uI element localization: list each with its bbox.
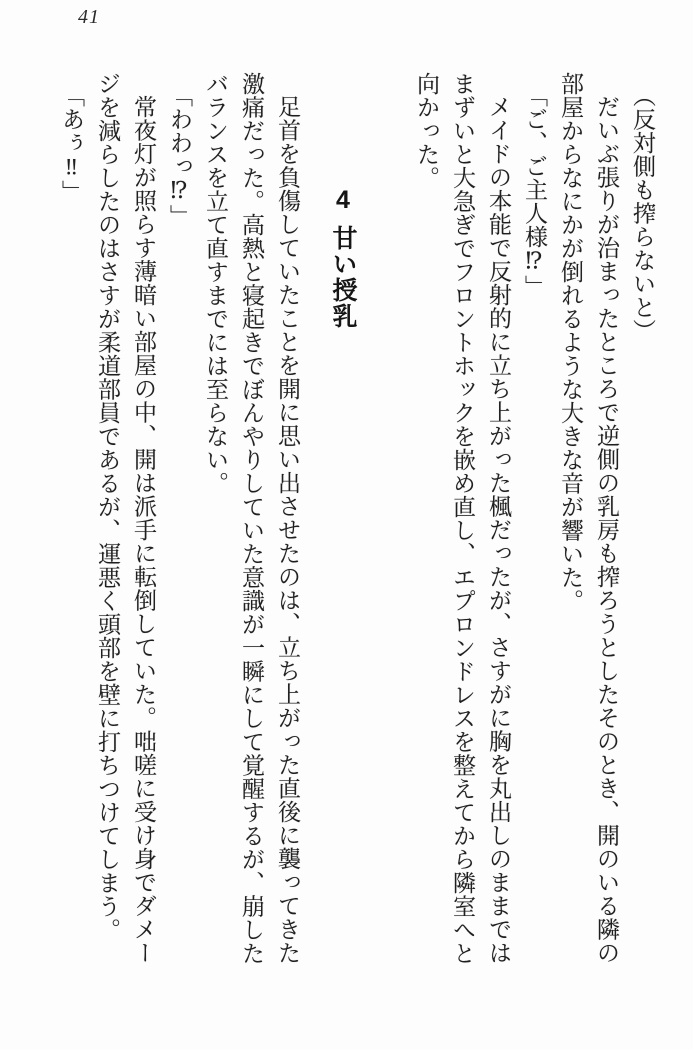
text-line: バランスを立て直すまでには至らない。 — [203, 72, 228, 495]
text-line: 「ご、ご主人様⁉」 — [522, 84, 547, 299]
chapter-title: 甘い授乳 — [329, 225, 357, 329]
text-line: ジを減らしたのはさすが柔道部員であるが、運悪く頭部を壁に打ちつけてしまう。 — [95, 72, 120, 942]
text-line: だいぶ張りが治まったところで逆側の乳房も搾ろうとしたそのとき、開のいる隣の — [594, 95, 619, 965]
text-line: 足首を負傷していたことを開に思い出させたのは、立ち上がった直後に襲ってきた — [275, 95, 300, 965]
text-line: 「あぅ‼」 — [59, 84, 84, 204]
text-line: まずいと大急ぎでフロントホックを嵌め直し、エプロンドレスを整えてから隣室へと — [450, 72, 475, 965]
paragraph-block-right — [408, 72, 660, 968]
text-line: （反対側も搾らないと） — [630, 84, 655, 343]
chapter-number: 4 — [329, 186, 357, 215]
page-number: 41 — [78, 6, 100, 28]
text-line: 部屋からなにかが倒れるような大きな音が響いた。 — [558, 72, 583, 613]
text-line: 常夜灯が照らす薄暗い部屋の中、開は派手に転倒していた。咄嗟に受け身でダメー — [131, 95, 156, 965]
text-line: 向かった。 — [414, 72, 439, 190]
text-line: メイドの本能で反射的に立ち上がった楓だったが、さすがに胸を丸出しのままでは — [486, 95, 511, 965]
paragraph-block-left — [53, 72, 305, 968]
chapter-heading — [324, 186, 362, 329]
text-line: 激痛だった。高熱と寝起きでぼんやりしていた意識が一瞬にして覚醒するが、崩した — [239, 72, 264, 965]
text-line: 「わわっ⁉」 — [167, 84, 192, 228]
